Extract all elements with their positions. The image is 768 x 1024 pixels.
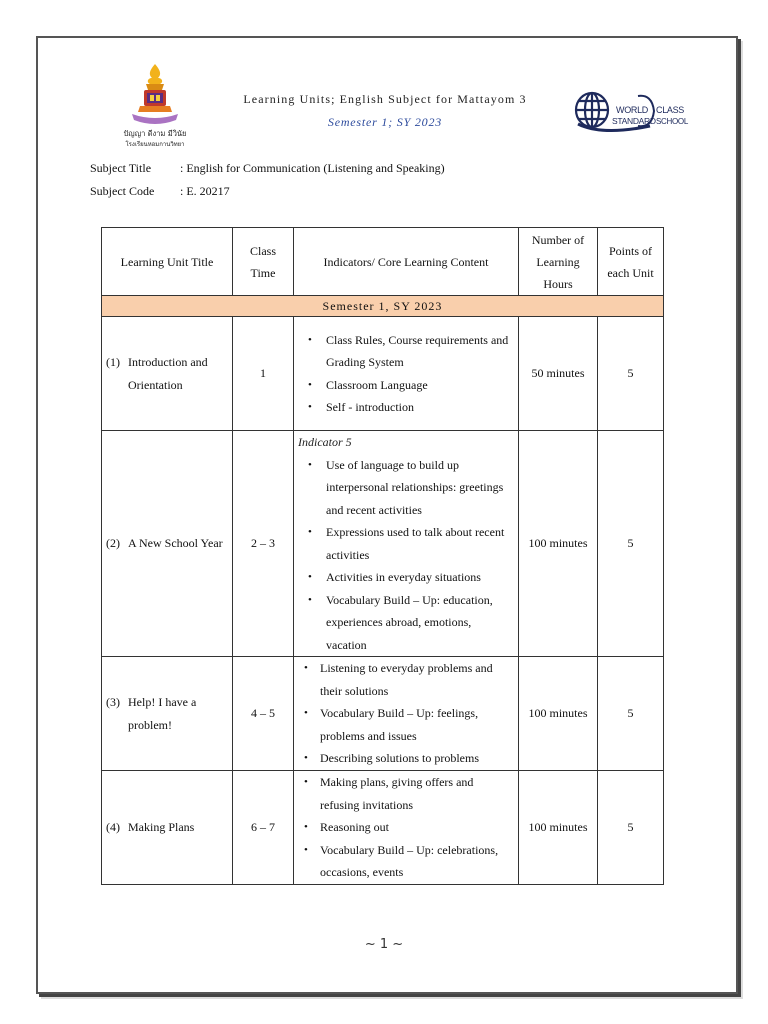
table-row <box>102 657 664 771</box>
header-class-time: Class Time <box>233 228 294 296</box>
points-cell: 5 <box>598 431 664 657</box>
header-indicators: Indicators/ Core Learning Content <box>294 228 519 296</box>
school-crest-icon <box>110 60 200 150</box>
points-cell: 5 <box>598 317 664 431</box>
content-list <box>298 329 514 419</box>
list-item: • Making plans, giving offers and refusing invitations <box>320 771 514 816</box>
hours-cell: 100 minutes <box>519 431 598 657</box>
subject-title-label: Subject Title <box>90 161 152 175</box>
content-cell <box>294 771 519 885</box>
list-item: • Reasoning out <box>320 816 514 839</box>
hours-cell: 100 minutes <box>519 771 598 885</box>
indicator-label: Indicator 5 <box>298 435 352 449</box>
subject-code-value: : E. 20217 <box>180 184 230 198</box>
class-time-cell: 6 – 7 <box>233 771 294 885</box>
subject-title-row <box>90 161 445 176</box>
logo-text-world: WORLD <box>616 105 648 115</box>
unit-number: (1) <box>106 355 120 369</box>
table-header-row <box>102 228 664 296</box>
learning-units-table <box>101 227 664 885</box>
logo-text-class: CLASS <box>656 105 685 115</box>
list-item: • Self - introduction <box>326 396 514 419</box>
list-item: • Vocabulary Build – Up: celebrations, occasions, events <box>320 839 514 884</box>
document-subtitle: Semester 1; SY 2023 <box>327 115 443 129</box>
table-row <box>102 317 664 431</box>
header-learning-hours: Number of Learning Hours <box>519 228 598 296</box>
unit-title: Making Plans <box>128 820 195 835</box>
content-cell <box>294 657 519 771</box>
content-list <box>298 657 514 770</box>
unit-title-cell <box>102 657 233 771</box>
world-class-standard-logo <box>572 86 688 138</box>
logo-text-standard: STANDARD <box>612 116 656 126</box>
semester-band-row <box>102 296 664 317</box>
unit-number: (4) <box>106 820 120 835</box>
subject-code-label: Subject Code <box>90 184 155 198</box>
table-row <box>102 771 664 885</box>
crest-motto: ปัญญา ดีงาม มีวินัย <box>123 129 187 138</box>
list-item: • Class Rules, Course requirements and Grading System <box>326 329 514 374</box>
unit-number: (3) <box>106 695 120 709</box>
list-item: • Listening to everyday problems and their solutions <box>320 657 514 702</box>
crest-school-name: โรงเรียนหอมกานวิทยา <box>125 141 185 148</box>
page-number: ~ 1 ~ <box>364 937 404 952</box>
unit-title: A New School Year <box>128 536 223 551</box>
logo-text-school: SCHOOL <box>656 117 688 126</box>
hours-cell: 100 minutes <box>519 657 598 771</box>
subject-title-value: : English for Communication (Listening and Speaking) <box>180 161 445 175</box>
content-list <box>298 454 514 657</box>
unit-title: Help! I have a problem! <box>128 695 197 732</box>
unit-number: (2) <box>106 536 120 551</box>
class-time-cell: 2 – 3 <box>233 431 294 657</box>
content-list <box>298 771 514 884</box>
unit-title-cell <box>102 317 233 431</box>
semester-band-label: Semester 1, SY 2023 <box>102 296 664 317</box>
content-cell <box>294 317 519 431</box>
list-item: • Vocabulary Build – Up: education, experiences abroad, emotions, vacation <box>326 589 514 657</box>
content-cell <box>294 431 519 657</box>
list-item: • Activities in everyday situations <box>326 566 514 589</box>
list-item: • Vocabulary Build – Up: feelings, problems and issues <box>320 702 514 747</box>
hours-cell: 50 minutes <box>519 317 598 431</box>
document-title: Learning Units; English Subject for Mattayom 3 <box>243 92 527 106</box>
header-points: Points of each Unit <box>598 228 664 296</box>
class-time-cell: 1 <box>233 317 294 431</box>
unit-title-cell <box>102 771 233 885</box>
points-cell: 5 <box>598 657 664 771</box>
unit-title-cell <box>102 431 233 657</box>
list-item: • Expressions used to talk about recent activities <box>326 521 514 566</box>
table-row <box>102 431 664 657</box>
header-learning-unit-title: Learning Unit Title <box>102 228 233 296</box>
list-item: • Classroom Language <box>326 374 514 397</box>
points-cell: 5 <box>598 771 664 885</box>
subject-code-row <box>90 184 230 199</box>
class-time-cell: 4 – 5 <box>233 657 294 771</box>
list-item: • Describing solutions to problems <box>320 747 514 770</box>
unit-title: Introduction and Orientation <box>128 355 208 392</box>
list-item: • Use of language to build up interpersonal relationships: greetings and recent activities <box>326 454 514 522</box>
